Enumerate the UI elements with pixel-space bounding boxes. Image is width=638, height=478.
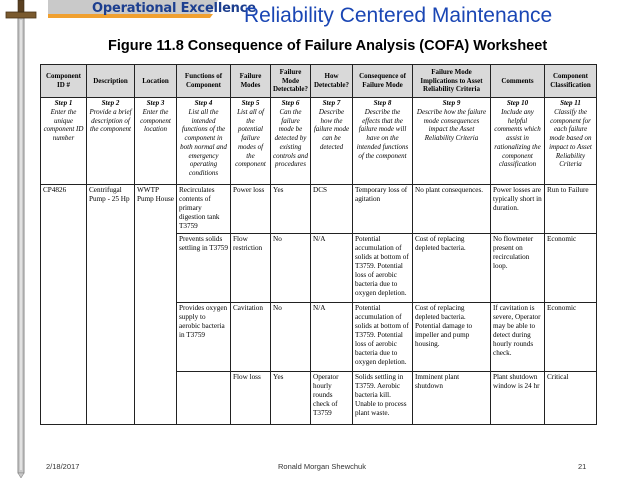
step-cell	[177, 98, 231, 185]
implications-cell: Cost of replacing depleted bacteria. Potential damage to impeller and pump housing.	[413, 303, 491, 372]
step-number: Step 4	[194, 99, 213, 107]
step-text: Can the failure mode be detected by existing controls and procedures	[273, 107, 308, 169]
column-header: Component ID #	[41, 65, 87, 98]
failure-mode-cell: Flow restriction	[231, 234, 271, 303]
sword-graphic	[0, 0, 40, 478]
how-detectable-cell: DCS	[311, 185, 353, 234]
classification-cell: Economic	[545, 234, 597, 303]
step-text: Provide a brief description of the component	[89, 107, 132, 134]
step-text: Include any helpful comments which assist in rationalizing the component classification	[494, 107, 541, 169]
classification-cell: Critical	[545, 372, 597, 425]
consequence-cell: Solids settling in T3759. Aerobic bacteria kill. Unable to process plant waste.	[353, 372, 413, 425]
figure-title: Figure 11.8 Consequence of Failure Analysis (COFA) Worksheet	[108, 38, 548, 54]
step-number: Step 10	[506, 99, 529, 107]
comments-cell: If cavitation is severe, Operator may be able to detect during hourly rounds check.	[491, 303, 545, 372]
failure-mode-cell: Power loss	[231, 185, 271, 234]
step-number: Step 7	[322, 99, 341, 107]
detectable-cell: No	[271, 234, 311, 303]
step-number: Step 11	[560, 99, 581, 107]
footer-author: Ronald Morgan Shewchuk	[278, 462, 366, 471]
consequence-cell: Potential accumulation of solids at bottom of T3759. Potential loss of aerobic bacteria due to oxygen depletion.	[353, 234, 413, 303]
function-cell	[177, 372, 231, 425]
detectable-cell: Yes	[271, 372, 311, 425]
step-number: Step 2	[101, 99, 120, 107]
column-header: How Detectable?	[311, 65, 353, 98]
how-detectable-cell: N/A	[311, 303, 353, 372]
step-cell	[231, 98, 271, 185]
column-header: Component Classification	[545, 65, 597, 98]
step-number: Step 9	[442, 99, 461, 107]
step-text: Describe how the failure mode can be detected	[313, 107, 350, 151]
implications-cell: Imminent plant shutdown	[413, 372, 491, 425]
step-text: Classify the component for each failure mode based on impact to Asset Reliability Criteria	[549, 107, 592, 169]
page-number: 21	[578, 462, 587, 471]
column-header: Failure Mode Implications to Asset Reliability Criteria	[413, 65, 491, 98]
consequence-cell: Temporary loss of agitation	[353, 185, 413, 234]
implications-cell: No plant consequences.	[413, 185, 491, 234]
header-row	[41, 65, 597, 98]
step-cell	[41, 98, 87, 185]
step-cell	[271, 98, 311, 185]
steps-row	[41, 98, 597, 185]
step-text: Describe how the failure mode consequences impact the Asset Reliability Criteria	[416, 107, 487, 142]
brand-label: Operational Excellence	[92, 1, 256, 16]
column-header: Consequence of Failure Mode	[353, 65, 413, 98]
column-header: Failure Mode Detectable?	[271, 65, 311, 98]
failure-mode-cell: Cavitation	[231, 303, 271, 372]
step-cell	[491, 98, 545, 185]
step-text: Describe the effects that the failure mode will have on the intended functions of the component	[356, 107, 409, 160]
cofa-worksheet-table	[40, 64, 597, 425]
detectable-cell: No	[271, 303, 311, 372]
how-detectable-cell: Operator hourly rounds check of T3759	[311, 372, 353, 425]
column-header: Description	[87, 65, 135, 98]
footer-date: 2/18/2017	[46, 462, 80, 471]
function-cell: Provides oxygen supply to aerobic bacteria in T3759	[177, 303, 231, 372]
comments-cell: No flowmeter present on recirculation loop.	[491, 234, 545, 303]
step-number: Step 3	[146, 99, 165, 107]
step-number: Step 5	[241, 99, 260, 107]
page-title: Reliability Centered Maintenance	[244, 4, 553, 27]
column-header: Comments	[491, 65, 545, 98]
detectable-cell: Yes	[271, 185, 311, 234]
failure-mode-cell: Flow loss	[231, 372, 271, 425]
component-id-cell: CP4826	[41, 185, 87, 425]
classification-cell: Economic	[545, 303, 597, 372]
how-detectable-cell: N/A	[311, 234, 353, 303]
classification-cell: Run to Failure	[545, 185, 597, 234]
column-header: Failure Modes	[231, 65, 271, 98]
component-location-cell: WWTP Pump House	[135, 185, 177, 425]
table-row	[41, 185, 597, 234]
step-cell	[545, 98, 597, 185]
function-cell: Prevents solids settling in T3759	[177, 234, 231, 303]
step-text: Enter the unique component ID number	[43, 107, 84, 142]
step-number: Step 6	[281, 99, 300, 107]
column-header: Location	[135, 65, 177, 98]
step-cell	[311, 98, 353, 185]
function-cell: Recirculates contents of primary digestion tank T3759	[177, 185, 231, 234]
step-text: List all the intended functions of the component in both normal and emergency operating conditions	[180, 107, 227, 177]
step-text: Enter the component location	[140, 107, 171, 134]
step-text: List all of the potential failure modes of the component	[235, 107, 266, 169]
step-cell	[353, 98, 413, 185]
comments-cell: Power losses are typically short in duration.	[491, 185, 545, 234]
implications-cell: Cost of replacing depleted bacteria.	[413, 234, 491, 303]
step-cell	[87, 98, 135, 185]
step-number: Step 1	[54, 99, 73, 107]
step-cell	[135, 98, 177, 185]
step-number: Step 8	[373, 99, 392, 107]
column-header: Functions of Component	[177, 65, 231, 98]
consequence-cell: Potential accumulation of solids at bottom of T3759. Potential loss of aerobic bacteria due to oxygen depletion.	[353, 303, 413, 372]
component-description-cell: Centrifugal Pump - 25 Hp	[87, 185, 135, 425]
step-cell	[413, 98, 491, 185]
comments-cell: Plant shutdown window is 24 hr	[491, 372, 545, 425]
